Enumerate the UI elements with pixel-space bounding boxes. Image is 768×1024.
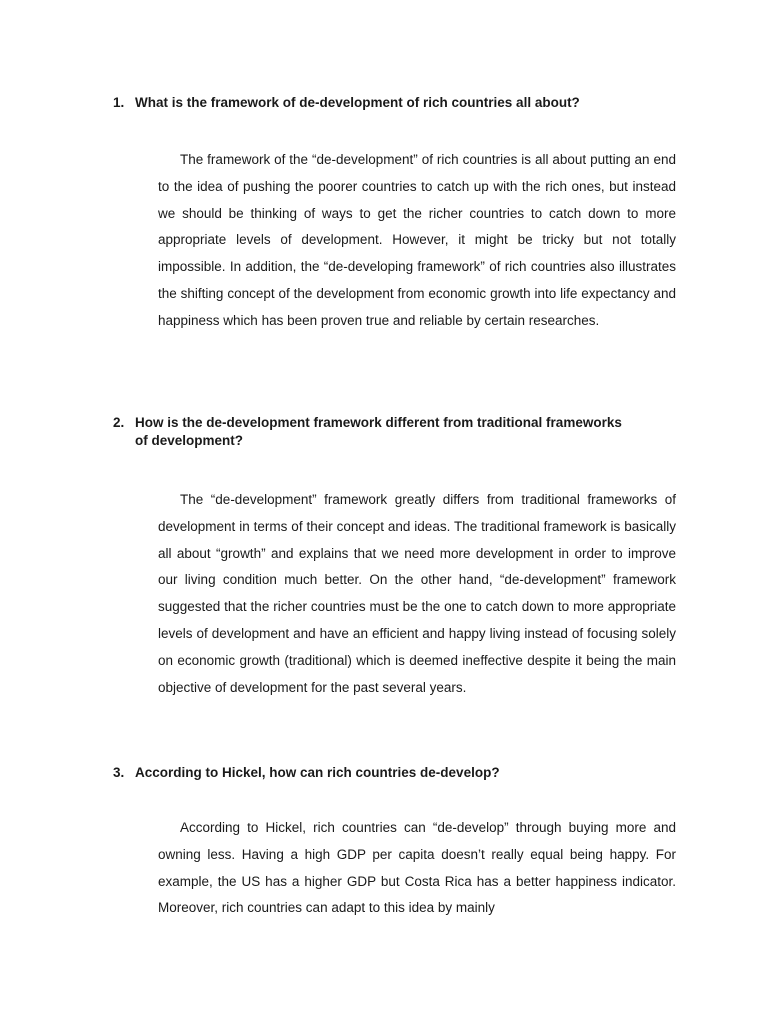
answer-1-paragraph: The framework of the “de-development” of rich countries is all about putting an end to the idea of pushing the poorer countries to catch up with the rich ones, but instead we should be thinking of ways to get the richer countries to catch down to more appropriate levels of development. However, it might be tricky but not totally impossible. In addition, the “de-developing framework” of rich countries also illustrates the shifting concept of the development from economic growth into life expectancy and happiness which has been proven true and reliable by certain researches. (158, 152, 676, 328)
answer-2-paragraph: The “de-development” framework greatly differs from traditional frameworks of development in terms of their concept and ideas. The traditional framework is basically all about “growth” and explains that we need more development in order to improve our living condition much better. On the other hand, “de-development” framework suggested that the richer countries must be the one to catch down to more appropriate levels of development and have an efficient and happy living instead of focusing solely on economic growth (traditional) which is deemed ineffective despite it being the main objective of development for the past several years. (158, 492, 676, 695)
question-3 (113, 764, 633, 782)
answer-3-paragraph: According to Hickel, rich countries can “de-develop” through buying more and owning less. Having a high GDP per capita doesn’t really equal being happy. For example, the US has a higher GDP but Costa Rica has a better happiness indicator. Moreover, rich countries can adapt to this idea by mainly (158, 820, 676, 916)
question-1-text: What is the framework of de-development of rich countries all about? (135, 95, 580, 110)
question-1 (113, 94, 633, 112)
question-3-number: 3. (113, 765, 125, 780)
question-3-text: According to Hickel, how can rich countries de-develop? (135, 765, 500, 780)
question-2-number: 2. (113, 415, 125, 430)
question-1-number: 1. (113, 95, 125, 110)
question-2 (113, 414, 633, 450)
question-2-text: How is the de-development framework different from traditional frameworks of development? (135, 415, 622, 448)
